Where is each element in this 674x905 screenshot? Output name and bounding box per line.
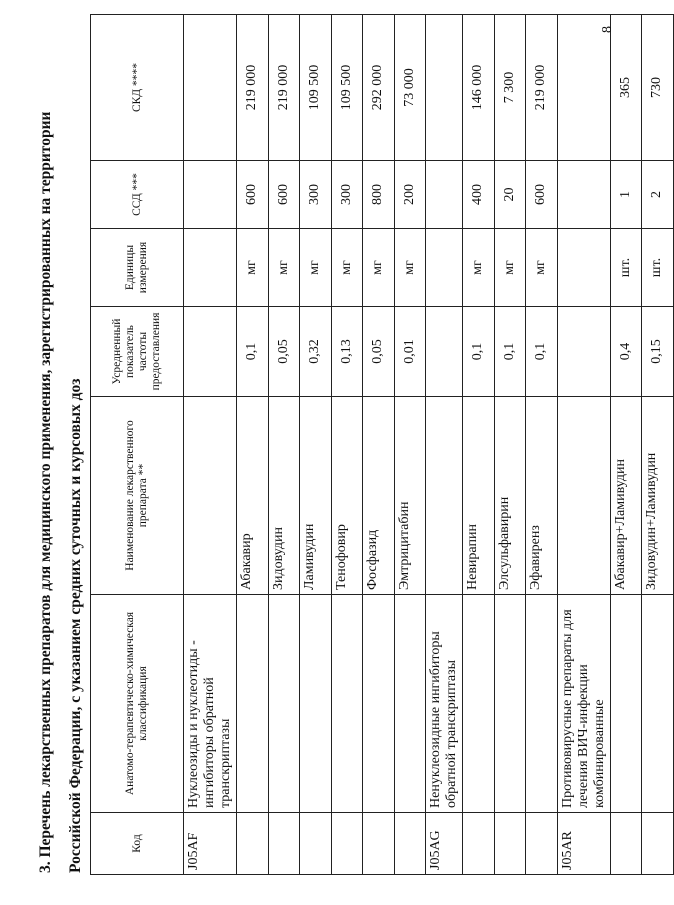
cell-ssd: [184, 161, 237, 229]
cell-unit: мг: [394, 229, 426, 307]
cell-ssd: 1: [610, 161, 642, 229]
cell-skd: [426, 15, 463, 161]
cell-unit: мг: [363, 229, 395, 307]
header-skd: СКД ****: [91, 15, 184, 161]
table-header-row: [91, 15, 184, 875]
cell-atx: [394, 595, 426, 813]
cell-unit: мг: [494, 229, 526, 307]
cell-skd: 7 300: [494, 15, 526, 161]
header-unit: Единицы измерения: [91, 229, 184, 307]
cell-freq: 0,05: [363, 307, 395, 397]
table-row: [642, 15, 674, 875]
cell-skd: 73 000: [394, 15, 426, 161]
cell-atx: [237, 595, 269, 813]
cell-atx: [526, 595, 558, 813]
cell-code: [526, 813, 558, 875]
cell-freq: [557, 307, 610, 397]
cell-ssd: 300: [300, 161, 332, 229]
cell-atx: [610, 595, 642, 813]
cell-skd: 365: [610, 15, 642, 161]
cell-unit: мг: [331, 229, 363, 307]
cell-unit: мг: [300, 229, 332, 307]
cell-freq: [184, 307, 237, 397]
cell-atx: Противовирусные препараты для лечения ВИЧ-инфекции комбинированные: [557, 595, 610, 813]
cell-ssd: 20: [494, 161, 526, 229]
cell-name: [184, 397, 237, 595]
cell-freq: 0,15: [642, 307, 674, 397]
table-row: [268, 15, 300, 875]
table-row: [394, 15, 426, 875]
header-freq: Усредненный показатель частоты предоставления: [91, 307, 184, 397]
table-row: [363, 15, 395, 875]
cell-skd: [557, 15, 610, 161]
cell-code: [610, 813, 642, 875]
cell-atx: Нуклеозиды и нуклеотиды - ингибиторы обратной транскриптазы: [184, 595, 237, 813]
cell-code: [394, 813, 426, 875]
cell-atx: [463, 595, 495, 813]
cell-name: Абакавир: [237, 397, 269, 595]
cell-code: [363, 813, 395, 875]
cell-freq: [426, 307, 463, 397]
table-row: [237, 15, 269, 875]
cell-atx: [300, 595, 332, 813]
cell-code: [463, 813, 495, 875]
cell-ssd: 300: [331, 161, 363, 229]
table-row: [331, 15, 363, 875]
document-title: 3. Перечень лекарственных препаратов для медицинского применения, зарегистрированных на территории: [37, 111, 54, 873]
cell-atx: Ненуклеозидные ингибиторы обратной транскриптазы: [426, 595, 463, 813]
table-body: [184, 15, 674, 875]
cell-code: [268, 813, 300, 875]
cell-ssd: 400: [463, 161, 495, 229]
cell-skd: 146 000: [463, 15, 495, 161]
cell-unit: [184, 229, 237, 307]
cell-atx: [331, 595, 363, 813]
cell-ssd: 200: [394, 161, 426, 229]
table-row: [494, 15, 526, 875]
cell-freq: 0,1: [526, 307, 558, 397]
drug-table: [90, 14, 674, 875]
cell-code: J05AF: [184, 813, 237, 875]
cell-skd: [184, 15, 237, 161]
table-row: [557, 15, 610, 875]
cell-atx: [642, 595, 674, 813]
cell-unit: мг: [463, 229, 495, 307]
cell-ssd: [557, 161, 610, 229]
cell-freq: 0,01: [394, 307, 426, 397]
cell-freq: 0,1: [494, 307, 526, 397]
table-row: [184, 15, 237, 875]
cell-unit: [557, 229, 610, 307]
cell-unit: [426, 229, 463, 307]
cell-code: [494, 813, 526, 875]
cell-code: [237, 813, 269, 875]
cell-name: [557, 397, 610, 595]
cell-name: Эмтрицитабин: [394, 397, 426, 595]
table-row: [463, 15, 495, 875]
cell-skd: 109 500: [331, 15, 363, 161]
cell-name: Абакавир+Ламивудин: [610, 397, 642, 595]
cell-name: Невирапин: [463, 397, 495, 595]
cell-freq: 0,32: [300, 307, 332, 397]
cell-unit: мг: [237, 229, 269, 307]
cell-skd: 730: [642, 15, 674, 161]
cell-skd: 219 000: [237, 15, 269, 161]
cell-skd: 219 000: [268, 15, 300, 161]
cell-ssd: 600: [526, 161, 558, 229]
cell-atx: [363, 595, 395, 813]
cell-unit: шт.: [642, 229, 674, 307]
table-row: [610, 15, 642, 875]
table-row: [300, 15, 332, 875]
cell-code: [331, 813, 363, 875]
table-row: [526, 15, 558, 875]
cell-name: Тенофовир: [331, 397, 363, 595]
cell-skd: 292 000: [363, 15, 395, 161]
cell-code: [642, 813, 674, 875]
cell-atx: [268, 595, 300, 813]
cell-name: Зидовудин: [268, 397, 300, 595]
cell-name: Эфавиренз: [526, 397, 558, 595]
cell-freq: 0,05: [268, 307, 300, 397]
header-code: Код: [91, 813, 184, 875]
cell-name: [426, 397, 463, 595]
cell-name: Элсульфавирин: [494, 397, 526, 595]
cell-code: J05AG: [426, 813, 463, 875]
document-subtitle: Российской Федерации, с указанием средних суточных и курсовых доз: [67, 378, 84, 873]
cell-ssd: 800: [363, 161, 395, 229]
cell-unit: мг: [268, 229, 300, 307]
cell-freq: 0,4: [610, 307, 642, 397]
cell-ssd: 600: [268, 161, 300, 229]
cell-freq: 0,1: [237, 307, 269, 397]
cell-freq: 0,13: [331, 307, 363, 397]
header-ssd: ССД ***: [91, 161, 184, 229]
table-row: [426, 15, 463, 875]
cell-unit: мг: [526, 229, 558, 307]
cell-unit: шт.: [610, 229, 642, 307]
cell-atx: [494, 595, 526, 813]
cell-freq: 0,1: [463, 307, 495, 397]
cell-ssd: 2: [642, 161, 674, 229]
cell-skd: 109 500: [300, 15, 332, 161]
cell-name: Ламивудин: [300, 397, 332, 595]
header-name: Наименование лекарственного препарата **: [91, 397, 184, 595]
cell-code: J05AR: [557, 813, 610, 875]
page-number: 8: [600, 26, 615, 33]
cell-code: [300, 813, 332, 875]
cell-ssd: [426, 161, 463, 229]
header-atx: Анатомо-терапевтическо-химическая классификация: [91, 595, 184, 813]
cell-skd: 219 000: [526, 15, 558, 161]
cell-ssd: 600: [237, 161, 269, 229]
cell-name: Зидовудин+Ламивудин: [642, 397, 674, 595]
cell-name: Фосфазид: [363, 397, 395, 595]
